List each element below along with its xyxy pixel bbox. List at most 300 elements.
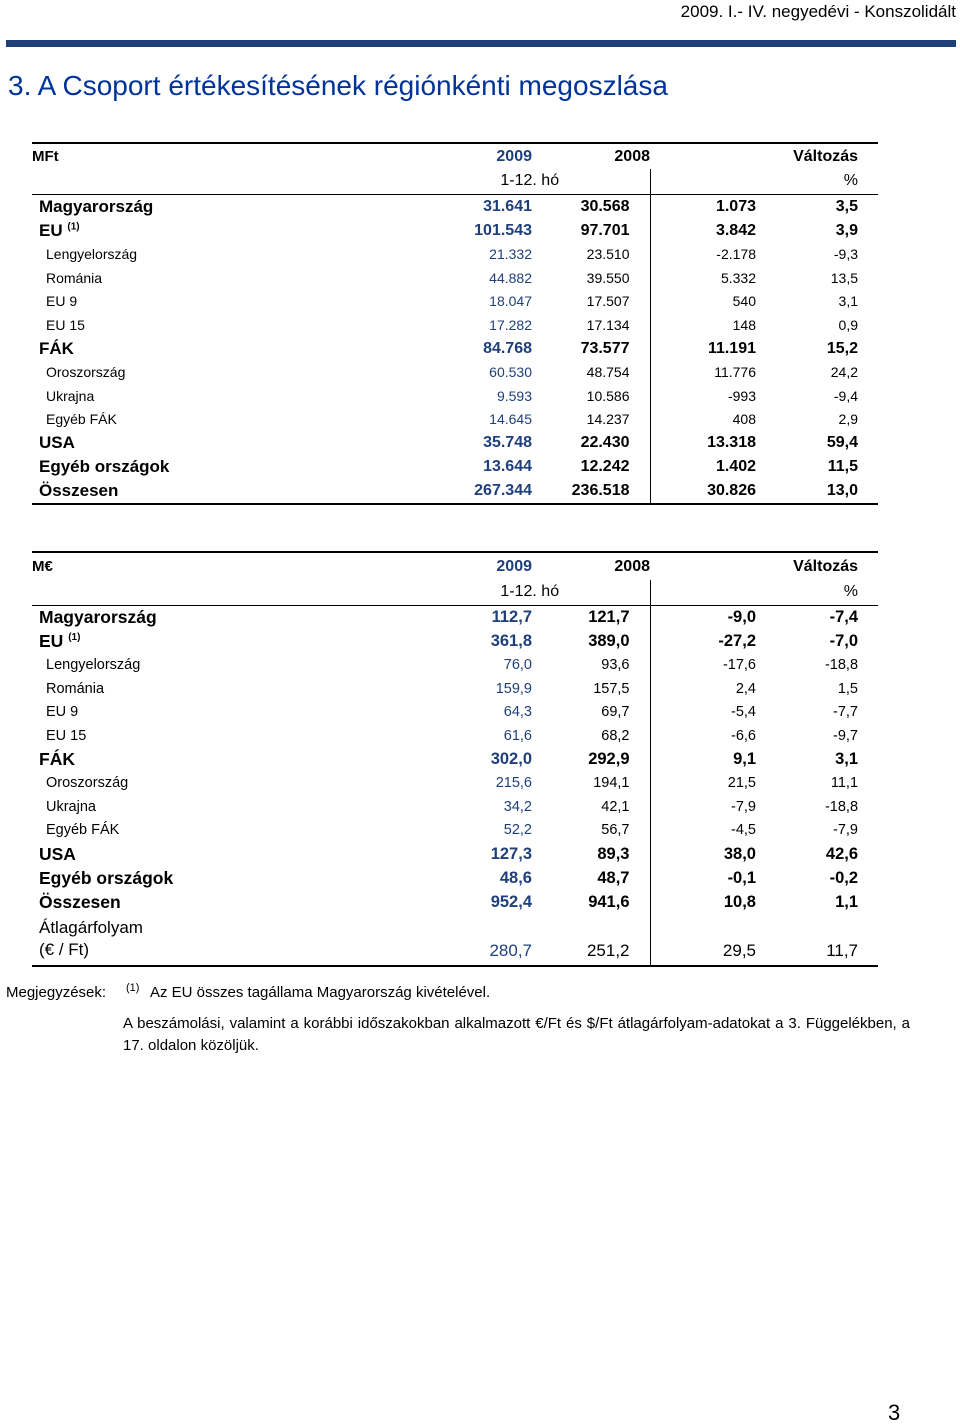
value-change bbox=[650, 408, 760, 432]
value-pct bbox=[760, 772, 878, 796]
value-2008 bbox=[532, 313, 650, 337]
table-row bbox=[32, 890, 878, 914]
value-2009 bbox=[430, 243, 532, 267]
value-2008 bbox=[532, 866, 650, 890]
exchange-rate-row bbox=[32, 914, 878, 966]
region-label-eu bbox=[32, 219, 430, 243]
value-2008-text: 10.586 bbox=[586, 387, 630, 404]
value-2008-text: 157,5 bbox=[593, 680, 630, 697]
value-pct-text: 59,4 bbox=[826, 434, 859, 451]
value-change bbox=[650, 677, 760, 701]
value-2008-text: 48,7 bbox=[597, 868, 630, 887]
value-2009 bbox=[430, 266, 532, 290]
value-change bbox=[650, 724, 760, 748]
value-change bbox=[650, 337, 760, 361]
value-2009-text: 101.543 bbox=[474, 221, 532, 239]
document-header: 2009. I.- IV. negyedévi - Konszolidált bbox=[680, 2, 956, 21]
value-change-text: 9,1 bbox=[733, 750, 756, 768]
region-label-text: Oroszország bbox=[46, 775, 129, 792]
period-label: 1-12. hó bbox=[430, 169, 650, 194]
value-change bbox=[650, 654, 760, 678]
region-label-text: Összesen bbox=[39, 891, 121, 912]
value-2009-text: 215,6 bbox=[495, 775, 532, 792]
region-label-text: USA bbox=[39, 843, 76, 864]
value-2009 bbox=[430, 479, 532, 504]
value-2008-text: 48.754 bbox=[586, 364, 630, 381]
value-pct-text: -18,8 bbox=[824, 798, 859, 815]
value-2009 bbox=[430, 890, 532, 914]
value-change bbox=[650, 842, 760, 866]
region-label-text: EU 9 bbox=[46, 704, 79, 721]
value-2008 bbox=[532, 819, 650, 843]
region-label-romania bbox=[32, 266, 430, 290]
value-2009-text: 112,7 bbox=[491, 608, 532, 626]
value-change-text: 21,5 bbox=[727, 775, 756, 792]
value-pct bbox=[760, 290, 878, 314]
col-header-2008: 2008 bbox=[532, 143, 650, 169]
table-row bbox=[32, 866, 878, 890]
value-change bbox=[650, 266, 760, 290]
value-2009 bbox=[430, 842, 532, 866]
value-2009 bbox=[430, 290, 532, 314]
region-label-ukrajna bbox=[32, 795, 430, 819]
value-2009 bbox=[430, 313, 532, 337]
value-2008-text: 23.510 bbox=[586, 246, 630, 263]
value-2009 bbox=[430, 772, 532, 796]
value-change bbox=[650, 313, 760, 337]
value-2009 bbox=[430, 337, 532, 361]
value-2008 bbox=[532, 605, 650, 630]
value-change bbox=[650, 194, 760, 219]
value-change-text: 38,0 bbox=[723, 844, 756, 863]
rate-2008: 251,2 bbox=[532, 914, 650, 966]
region-label-text: Románia bbox=[46, 680, 105, 697]
value-pct bbox=[760, 266, 878, 290]
value-change bbox=[650, 630, 760, 654]
value-pct-text: 0,9 bbox=[838, 316, 859, 333]
value-2008-text: 194,1 bbox=[593, 775, 630, 792]
value-2009-text: 14.645 bbox=[489, 411, 532, 428]
value-change-text: 1.402 bbox=[715, 458, 756, 475]
value-2008 bbox=[532, 243, 650, 267]
value-change bbox=[650, 431, 760, 455]
table-row bbox=[32, 605, 878, 630]
value-2008 bbox=[532, 337, 650, 361]
region-label-usa bbox=[32, 842, 430, 866]
value-pct bbox=[760, 630, 878, 654]
value-2009-text: 9.593 bbox=[496, 387, 532, 404]
value-2008 bbox=[532, 408, 650, 432]
region-label-eu-9 bbox=[32, 701, 430, 725]
value-pct-text: 11,1 bbox=[830, 775, 859, 792]
value-change bbox=[650, 819, 760, 843]
value-pct-text: -7,9 bbox=[833, 822, 859, 839]
region-label-romania bbox=[32, 677, 430, 701]
value-pct-text: -7,7 bbox=[833, 704, 859, 721]
value-2009 bbox=[430, 701, 532, 725]
value-pct-text: -7,4 bbox=[829, 608, 859, 626]
value-pct-text: 3,5 bbox=[835, 197, 859, 215]
col-header-change: Változás bbox=[650, 552, 878, 580]
region-label-text: EU 9 bbox=[46, 293, 78, 310]
value-change bbox=[650, 479, 760, 504]
value-pct-text: 3,1 bbox=[838, 293, 859, 310]
region-label-fak bbox=[32, 337, 430, 361]
value-change-text: 3.842 bbox=[715, 221, 756, 239]
value-pct bbox=[760, 654, 878, 678]
value-pct bbox=[760, 455, 878, 479]
value-change bbox=[650, 866, 760, 890]
value-2009-text: 18.047 bbox=[489, 293, 532, 310]
value-change bbox=[650, 290, 760, 314]
value-pct bbox=[760, 219, 878, 243]
region-label-text: Románia bbox=[46, 269, 103, 286]
table-row bbox=[32, 654, 878, 678]
value-2008 bbox=[532, 677, 650, 701]
exchange-rate-label-line1: Átlagárfolyam bbox=[39, 918, 143, 937]
value-change bbox=[650, 748, 760, 772]
value-change-text: -9,0 bbox=[727, 608, 756, 626]
value-2009 bbox=[430, 219, 532, 243]
notes-label: Megjegyzések: bbox=[6, 984, 107, 1001]
table-row bbox=[32, 819, 878, 843]
value-2009-text: 61,6 bbox=[503, 727, 532, 744]
value-2008 bbox=[532, 795, 650, 819]
table-row bbox=[32, 701, 878, 725]
value-change-text: -2.178 bbox=[716, 246, 756, 263]
region-label-text: Magyarország bbox=[39, 607, 157, 627]
value-2009-text: 302,0 bbox=[490, 750, 532, 768]
value-2009-text: 52,2 bbox=[503, 822, 532, 839]
value-2008 bbox=[532, 890, 650, 914]
region-label-text: EU bbox=[39, 631, 64, 651]
region-label-text: EU 15 bbox=[46, 727, 87, 744]
section-title: 3. A Csoport értékesítésének régiónkénti megoszlása bbox=[8, 70, 668, 101]
unit-label: MFt bbox=[32, 143, 430, 169]
value-2009-text: 64,3 bbox=[503, 704, 532, 721]
footnote-marker: (1) bbox=[68, 632, 81, 644]
value-2009-text: 361,8 bbox=[490, 632, 532, 650]
value-pct bbox=[760, 431, 878, 455]
value-2009 bbox=[430, 795, 532, 819]
table-row bbox=[32, 384, 878, 408]
table-row bbox=[32, 724, 878, 748]
value-change bbox=[650, 772, 760, 796]
region-label-text: Egyéb FÁK bbox=[46, 411, 117, 428]
region-label-text: Oroszország bbox=[46, 364, 126, 381]
region-label-egyeb-fak bbox=[32, 408, 430, 432]
value-pct-text: 42,6 bbox=[825, 844, 859, 863]
value-2009-text: 159,9 bbox=[495, 680, 532, 697]
value-2008-text: 22.430 bbox=[580, 434, 630, 451]
value-change-text: 148 bbox=[732, 316, 756, 333]
value-pct-text: 24,2 bbox=[830, 364, 859, 381]
value-change-text: -4,5 bbox=[731, 822, 756, 839]
value-2008 bbox=[532, 748, 650, 772]
region-label-text: EU 15 bbox=[46, 316, 85, 333]
value-pct bbox=[760, 819, 878, 843]
value-2008-text: 30.568 bbox=[580, 197, 630, 215]
region-label-fak bbox=[32, 748, 430, 772]
value-pct bbox=[760, 724, 878, 748]
value-2008 bbox=[532, 455, 650, 479]
value-change-text: 1.073 bbox=[715, 197, 756, 215]
table-row bbox=[32, 842, 878, 866]
region-label-usa bbox=[32, 431, 430, 455]
region-label-text: Lengyelország bbox=[46, 657, 141, 674]
value-2008 bbox=[532, 361, 650, 385]
value-pct bbox=[760, 890, 878, 914]
rate-2009: 280,7 bbox=[430, 914, 532, 966]
value-change-text: 540 bbox=[732, 293, 756, 310]
region-label-text: EU bbox=[39, 220, 63, 240]
pct-label: % bbox=[760, 580, 878, 605]
value-pct bbox=[760, 795, 878, 819]
value-change-text: 408 bbox=[732, 411, 756, 428]
value-change bbox=[650, 605, 760, 630]
value-change-text: -6,6 bbox=[731, 727, 756, 744]
table-row bbox=[32, 408, 878, 432]
region-label-osszesen bbox=[32, 890, 430, 914]
value-2008-text: 941,6 bbox=[588, 892, 630, 911]
value-change-text: 11.776 bbox=[714, 364, 756, 381]
value-2008-text: 12.242 bbox=[580, 458, 630, 475]
region-label-text: Egyéb FÁK bbox=[46, 822, 120, 839]
value-2008 bbox=[532, 654, 650, 678]
table-row bbox=[32, 479, 878, 504]
value-pct bbox=[760, 243, 878, 267]
region-label-text: USA bbox=[39, 433, 75, 452]
value-2009-text: 13.644 bbox=[483, 458, 532, 475]
value-2008 bbox=[532, 290, 650, 314]
value-pct bbox=[760, 866, 878, 890]
value-2009-text: 48,6 bbox=[499, 868, 532, 887]
region-label-text: Ukrajna bbox=[46, 798, 96, 815]
value-pct-text: 1,1 bbox=[835, 892, 859, 911]
sales-table-mft bbox=[32, 142, 878, 505]
value-pct bbox=[760, 194, 878, 219]
value-pct-text: 13,5 bbox=[830, 269, 859, 286]
value-pct bbox=[760, 313, 878, 337]
region-label-oroszorszag bbox=[32, 361, 430, 385]
table-row bbox=[32, 630, 878, 654]
value-2008-text: 97.701 bbox=[580, 221, 630, 239]
value-change bbox=[650, 795, 760, 819]
table-row bbox=[32, 243, 878, 267]
value-2008 bbox=[532, 630, 650, 654]
table-row bbox=[32, 266, 878, 290]
region-label-text: Egyéb országok bbox=[39, 867, 174, 888]
value-2009 bbox=[430, 677, 532, 701]
table-row bbox=[32, 455, 878, 479]
rate-change: 29,5 bbox=[650, 914, 760, 966]
value-2008-text: 42,1 bbox=[601, 798, 630, 815]
exchange-rate-label-line2: (€ / Ft) bbox=[39, 940, 90, 959]
region-label-text: Egyéb országok bbox=[39, 457, 170, 476]
value-pct bbox=[760, 842, 878, 866]
value-change bbox=[650, 219, 760, 243]
sales-table-meur bbox=[32, 551, 878, 967]
col-header-2009: 2009 bbox=[430, 143, 532, 169]
value-2009-text: 17.282 bbox=[489, 316, 532, 333]
region-label-text: FÁK bbox=[39, 749, 75, 769]
region-label-egyeb-orszagok bbox=[32, 455, 430, 479]
value-2008-text: 69,7 bbox=[601, 704, 630, 721]
region-label-ukrajna bbox=[32, 384, 430, 408]
value-pct bbox=[760, 408, 878, 432]
region-label-eu bbox=[32, 630, 430, 654]
value-pct bbox=[760, 479, 878, 504]
page-number: 3 bbox=[888, 1400, 901, 1425]
value-pct-text: -9,7 bbox=[833, 727, 859, 744]
exchange-rate-label bbox=[32, 914, 430, 966]
value-2009-text: 35.748 bbox=[483, 434, 532, 451]
table-row bbox=[32, 677, 878, 701]
value-pct bbox=[760, 748, 878, 772]
rate-pct: 11,7 bbox=[760, 914, 878, 966]
value-2008 bbox=[532, 219, 650, 243]
value-2009 bbox=[430, 431, 532, 455]
region-label-lengyelorszag bbox=[32, 654, 430, 678]
value-pct bbox=[760, 677, 878, 701]
value-2009 bbox=[430, 819, 532, 843]
value-2009 bbox=[430, 455, 532, 479]
value-2008 bbox=[532, 266, 650, 290]
value-change-text: -0,1 bbox=[727, 868, 756, 887]
value-2009-text: 267.344 bbox=[474, 482, 532, 499]
region-label-text: Ukrajna bbox=[46, 387, 95, 404]
value-pct bbox=[760, 701, 878, 725]
col-header-2009: 2009 bbox=[430, 552, 532, 580]
region-label-osszesen bbox=[32, 479, 430, 504]
value-2009 bbox=[430, 408, 532, 432]
value-change bbox=[650, 890, 760, 914]
value-2008-text: 292,9 bbox=[588, 750, 630, 768]
table-row bbox=[32, 772, 878, 796]
table-row bbox=[32, 194, 878, 219]
value-2008-text: 56,7 bbox=[601, 822, 630, 839]
region-label-eu-15 bbox=[32, 724, 430, 748]
value-change bbox=[650, 243, 760, 267]
value-2009 bbox=[430, 866, 532, 890]
notes-section bbox=[6, 984, 910, 1057]
value-2008-text: 39.550 bbox=[586, 269, 630, 286]
value-2008 bbox=[532, 431, 650, 455]
value-2008 bbox=[532, 384, 650, 408]
region-label-magyarorszag bbox=[32, 194, 430, 219]
value-change-text: -993 bbox=[727, 387, 756, 404]
value-pct bbox=[760, 361, 878, 385]
value-2009 bbox=[430, 654, 532, 678]
value-2008-text: 17.134 bbox=[586, 316, 630, 333]
table-row bbox=[32, 361, 878, 385]
table-row bbox=[32, 748, 878, 772]
value-2008-text: 14.237 bbox=[586, 411, 630, 428]
region-label-magyarorszag bbox=[32, 605, 430, 630]
value-2008 bbox=[532, 772, 650, 796]
value-pct bbox=[760, 337, 878, 361]
footnote-marker: (1) bbox=[126, 982, 140, 994]
region-label-eu-9 bbox=[32, 290, 430, 314]
value-change bbox=[650, 455, 760, 479]
unit-label: M€ bbox=[32, 552, 430, 580]
value-2009 bbox=[430, 630, 532, 654]
value-2009 bbox=[430, 384, 532, 408]
value-pct-text: 1,5 bbox=[837, 680, 859, 697]
value-change-text: -5,4 bbox=[731, 704, 756, 721]
value-2008-text: 389,0 bbox=[588, 632, 630, 650]
value-2009 bbox=[430, 605, 532, 630]
value-change bbox=[650, 701, 760, 725]
value-change-text: 11.191 bbox=[707, 339, 756, 357]
value-2008-text: 68,2 bbox=[601, 727, 630, 744]
value-pct-text: 15,2 bbox=[826, 339, 859, 357]
header-rule bbox=[6, 40, 956, 47]
value-2008-text: 93,6 bbox=[601, 657, 630, 674]
value-2008 bbox=[532, 479, 650, 504]
region-label-eu-15 bbox=[32, 313, 430, 337]
col-header-2008: 2008 bbox=[532, 552, 650, 580]
col-header-change: Változás bbox=[650, 143, 878, 169]
footnote-text: Az EU összes tagállama Magyarország kivételével. bbox=[150, 984, 491, 1001]
value-2008-text: 17.507 bbox=[586, 293, 630, 310]
value-pct-text: 3,9 bbox=[835, 221, 859, 239]
value-2009-text: 952,4 bbox=[490, 892, 532, 911]
value-pct-text: 3,1 bbox=[835, 750, 859, 768]
region-label-lengyelorszag bbox=[32, 243, 430, 267]
pct-label: % bbox=[760, 169, 878, 194]
value-2009-text: 84.768 bbox=[483, 339, 532, 357]
value-change-text: 5.332 bbox=[720, 269, 756, 286]
region-label-text: Magyarország bbox=[39, 196, 154, 216]
exchange-rate-note: A beszámolási, valamint a korábbi időszakokban alkalmazott €/Ft és $/Ft átlagárfolyam-adatokat a 3. Függelékben, a 17. oldalon közöljük. bbox=[123, 1015, 910, 1054]
value-change bbox=[650, 384, 760, 408]
value-2009 bbox=[430, 748, 532, 772]
value-pct-text: 2,9 bbox=[838, 411, 859, 428]
region-label-text: Lengyelország bbox=[46, 246, 138, 263]
value-change-text: 13.318 bbox=[707, 434, 756, 451]
value-pct-text: -9,4 bbox=[833, 387, 859, 404]
value-pct-text: 11,5 bbox=[827, 458, 859, 475]
value-pct bbox=[760, 605, 878, 630]
value-2009-text: 76,0 bbox=[503, 657, 532, 674]
footnote-marker: (1) bbox=[67, 220, 80, 232]
region-label-oroszorszag bbox=[32, 772, 430, 796]
region-label-text: Összesen bbox=[39, 481, 119, 500]
region-label-egyeb-orszagok bbox=[32, 866, 430, 890]
value-2009-text: 127,3 bbox=[490, 844, 532, 863]
value-pct-text: -7,0 bbox=[829, 632, 859, 650]
value-pct-text: -9,3 bbox=[833, 246, 859, 263]
value-change-text: 2,4 bbox=[735, 680, 756, 697]
value-2008-text: 89,3 bbox=[597, 844, 630, 863]
value-pct-text: -0,2 bbox=[829, 868, 859, 887]
value-2009 bbox=[430, 194, 532, 219]
value-pct-text: 13,0 bbox=[826, 482, 859, 499]
value-2008-text: 73.577 bbox=[580, 339, 630, 357]
value-2008 bbox=[532, 724, 650, 748]
value-2008 bbox=[532, 194, 650, 219]
value-change-text: -27,2 bbox=[718, 632, 756, 650]
value-2008-text: 121,7 bbox=[588, 608, 630, 626]
table-row bbox=[32, 337, 878, 361]
value-2008-text: 236.518 bbox=[571, 482, 630, 499]
value-pct bbox=[760, 384, 878, 408]
value-change bbox=[650, 361, 760, 385]
table-row bbox=[32, 313, 878, 337]
value-2009-text: 21.332 bbox=[489, 246, 532, 263]
value-2009 bbox=[430, 724, 532, 748]
